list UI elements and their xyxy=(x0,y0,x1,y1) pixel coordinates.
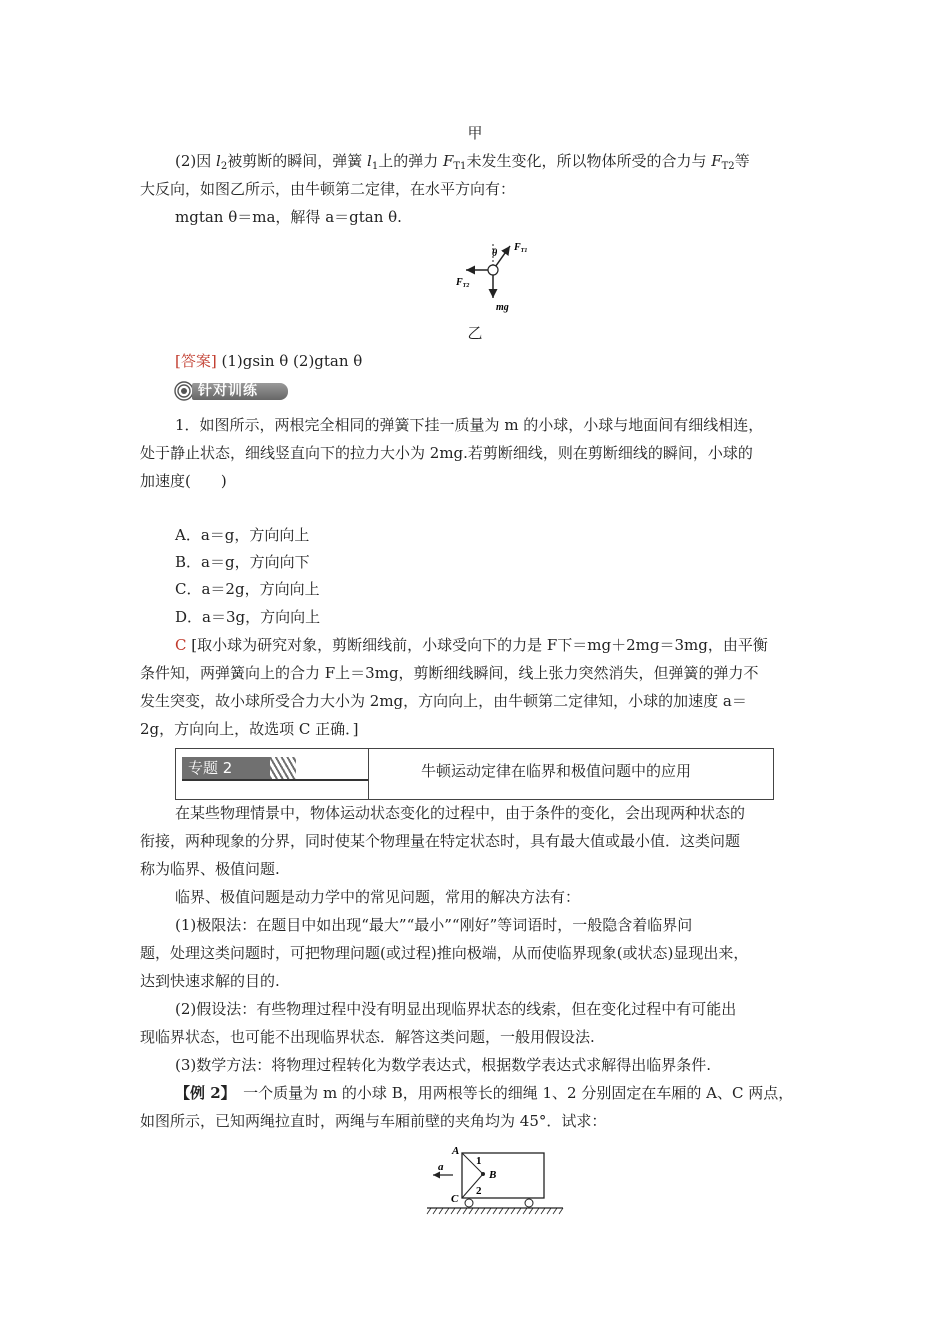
symbol-l2: l xyxy=(216,152,221,170)
label-a-accel: a xyxy=(438,1161,444,1173)
q1-line1: 1．如图所示，两根完全相同的弹簧下挂一质量为 m 的小球，小球与地面间有细线相连， xyxy=(175,416,764,434)
solution-letter: C xyxy=(175,636,187,654)
method2-line2: 现临界状态，也可能不出现临界状态．解答这类问题，一般用假设法. xyxy=(140,1028,595,1046)
option-a: A．a＝g，方向向上 xyxy=(175,526,310,544)
intro-line1: 在某些物理情景中，物体运动状态变化的过程中，由于条件的变化，会出现两种状态的 xyxy=(175,804,746,822)
text-segment: (2)因 xyxy=(175,152,217,170)
figure-caption-yi: 乙 xyxy=(467,324,483,342)
ground-hatch xyxy=(427,1208,563,1214)
option-b: B．a＝g，方向向下 xyxy=(175,553,310,571)
label-A: A xyxy=(452,1145,460,1157)
label-mg: mg xyxy=(496,302,509,313)
topic-tag-divider xyxy=(368,749,369,799)
paragraph-2-line2: 大反向，如图乙所示，由牛顿第二定律，在水平方向有： xyxy=(140,180,516,198)
subscript: 2 xyxy=(220,161,228,172)
topic-box xyxy=(175,748,774,800)
label-ft2: $F_{T2}$ xyxy=(456,277,470,289)
wheel-right xyxy=(525,1199,533,1207)
label-rope-2: 2 xyxy=(476,1185,482,1197)
answer-line xyxy=(175,350,362,372)
label-B: B xyxy=(489,1169,497,1181)
method1-line3: 达到快速求解的目的. xyxy=(140,972,280,990)
solution-line1 xyxy=(175,634,768,656)
wheel-left xyxy=(465,1199,473,1207)
label-ft1: $F_{T1}$ xyxy=(514,242,528,254)
answer-tag: [答案] xyxy=(175,352,217,370)
solution-line2: 条件知，两弹簧向上的合力 F上＝3mg，剪断细线瞬间，线上张力突然消失，但弹簧的弹力不 xyxy=(140,664,759,682)
solution-line3: 发生突变，故小球所受合力大小为 2mg，方向向上，由牛顿第二定律知，小球的加速度 a＝ xyxy=(140,692,747,710)
intro-line3: 称为临界、极值问题. xyxy=(140,860,280,878)
text-segment: 被剪断的瞬间，弹簧 xyxy=(227,152,367,170)
q1-line3: 加速度( ) xyxy=(140,472,227,490)
topic-title: 牛顿运动定律在临界和极值问题中的应用 xyxy=(421,762,692,780)
intro-line2: 衔接，两种现象的分界，同时使某个物理量在特定状态时，具有最大值或最小值．这类问题 xyxy=(140,832,741,850)
solution-line4: 2g，方向向上，故选项 C 正确．] xyxy=(140,720,359,738)
subscript: T1 xyxy=(453,161,467,172)
ball-b xyxy=(481,1172,485,1176)
topic-tag-underline xyxy=(182,779,368,781)
example2-line1 xyxy=(175,1082,793,1104)
option-c: C．a＝2g，方向向上 xyxy=(175,580,320,598)
symbol-F: F xyxy=(442,152,454,170)
label-rope-1: 1 xyxy=(476,1155,482,1167)
label-theta: θ xyxy=(492,248,498,259)
training-heading-text: 针对训练 xyxy=(198,383,258,399)
topic-tag-stripes xyxy=(270,757,296,779)
intro-line4: 临界、极值问题是动力学中的常见问题，常用的解决方法有： xyxy=(175,888,581,906)
car-body xyxy=(462,1153,544,1198)
text-segment: 上的弹力 xyxy=(378,152,443,170)
symbol-F: F xyxy=(711,152,722,170)
figure-caption-jia: 甲 xyxy=(467,124,483,142)
example2-text: 一个质量为 m 的小球 B，用两根等长的细绳 1、2 分别固定在车厢的 A、C 两点， xyxy=(228,1084,794,1102)
answer-text: (1)gsin θ (2)gtan θ xyxy=(216,352,363,370)
force-diagram-yi xyxy=(452,238,542,318)
method1-line1: (1)极限法：在题目中如出现“最大”“最小”“刚好”等词语时，一般隐含着临界问 xyxy=(175,916,693,934)
car-diagram xyxy=(425,1142,565,1217)
method2-line1: (2)假设法：有些物理过程中没有明显出现临界状态的线索，但在变化过程中有可能出 xyxy=(175,1000,737,1018)
paragraph-2-line1 xyxy=(175,150,750,178)
paragraph-2-equation: mgtan θ＝ma，解得 a＝gtan θ. xyxy=(175,208,402,226)
option-d: D．a＝3g，方向向上 xyxy=(175,608,321,626)
method3-line1: (3)数学方法：将物理过程转化为数学表达式，根据数学表达式求解得出临界条件. xyxy=(175,1056,712,1074)
topic-tag-text: 专题 2 xyxy=(188,759,233,777)
text-segment: 等 xyxy=(734,152,750,170)
label-C: C xyxy=(451,1193,459,1205)
text-segment: 未发生变化，所以物体所受的合力与 xyxy=(466,152,712,170)
method1-line2: 题，处理这类问题时，可把物理问题(或过程)推向极端，从而使临界现象(或状态)显现出来， xyxy=(140,944,749,962)
example2-tag: 【例 2】 xyxy=(175,1084,229,1102)
solution-text: [取小球为研究对象，剪断细线前，小球受向下的力是 F下＝mg＋2mg＝3mg，由平衡 xyxy=(186,636,768,654)
subscript: T2 xyxy=(721,161,735,172)
ball xyxy=(488,265,498,275)
symbol-l1: l xyxy=(367,152,372,170)
training-heading-badge xyxy=(174,380,292,402)
subscript: 1 xyxy=(371,161,379,172)
q1-line2: 处于静止状态，细线竖直向下的拉力大小为 2mg.若剪断细线，则在剪断细线的瞬间，小球的 xyxy=(140,444,753,462)
example2-line2: 如图所示，已知两绳拉直时，两绳与车厢前壁的夹角均为 45°．试求： xyxy=(140,1112,607,1130)
